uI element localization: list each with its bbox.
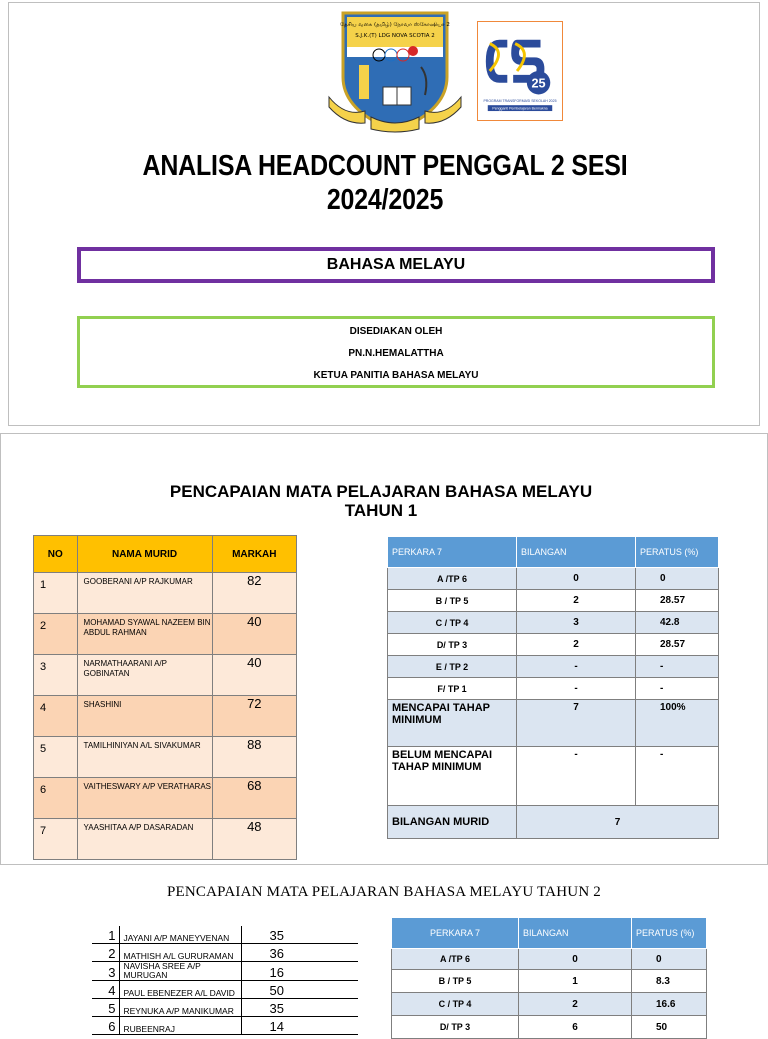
svg-text:PROGRAM TRANSFORMASI SEKOLAH 2: PROGRAM TRANSFORMASI SEKOLAH 2025 bbox=[483, 99, 557, 104]
row-name: MOHAMAD SYAWAL NAZEEM BIN ABDUL RAHMAN bbox=[77, 614, 212, 655]
stats-row bbox=[392, 949, 707, 970]
stats-percent: 0 bbox=[636, 568, 719, 590]
year2-stats-table bbox=[391, 917, 707, 1039]
stats-label: A /TP 6 bbox=[388, 568, 517, 590]
stats-header-row bbox=[392, 918, 707, 949]
stats-count: 1 bbox=[519, 970, 632, 993]
stats-label: B / TP 5 bbox=[388, 590, 517, 612]
row-name: GOOBERANI A/P RAJKUMAR bbox=[77, 573, 212, 614]
stats-label: A /TP 6 bbox=[392, 949, 519, 970]
stats-percent: 16.6 bbox=[632, 993, 707, 1016]
row-mark: 82 bbox=[212, 573, 296, 614]
report-title-line2: 2024/2025 bbox=[326, 184, 444, 216]
stats-count: 3 bbox=[517, 612, 636, 634]
row-name: SHASHINI bbox=[77, 696, 212, 737]
col-header-perkara: PERKARA 7 bbox=[388, 537, 517, 568]
table-row bbox=[34, 819, 297, 860]
table-row bbox=[34, 737, 297, 778]
table-row bbox=[34, 573, 297, 614]
prepared-by-box bbox=[77, 316, 715, 388]
stats-count: 0 bbox=[517, 568, 636, 590]
year1-slide bbox=[0, 433, 768, 865]
report-title-line1: ANALISA HEADCOUNT PENGGAL 2 SESI bbox=[142, 150, 628, 182]
row-mark: 14 bbox=[241, 1017, 358, 1035]
svg-text:S.J.K.(T) LDG NOVA SCOTIA 2: S.J.K.(T) LDG NOVA SCOTIA 2 bbox=[355, 33, 435, 39]
stats-count: 2 bbox=[517, 634, 636, 656]
stats-label: F/ TP 1 bbox=[388, 678, 517, 700]
row-mark: 48 bbox=[212, 819, 296, 860]
stats-label: BILANGAN MURID bbox=[388, 806, 517, 839]
stats-row bbox=[392, 1016, 707, 1039]
stats-percent: - bbox=[636, 656, 719, 678]
row-name: MATHISH A/L GURURAMAN bbox=[120, 944, 241, 962]
year1-title: PENCAPAIAN MATA PELAJARAN BAHASA MELAYU bbox=[169, 482, 593, 501]
stats-row bbox=[388, 612, 719, 634]
prepared-by-label: DISEDIAKAN OLEH bbox=[349, 326, 443, 337]
row-mark: 35 bbox=[241, 999, 358, 1017]
stats-count: 6 bbox=[519, 1016, 632, 1039]
transformasi-sekolah-logo bbox=[477, 21, 563, 121]
table-row bbox=[92, 944, 358, 962]
stats-percent: 50 bbox=[632, 1016, 707, 1039]
stats-total: 7 bbox=[517, 806, 719, 839]
stats-percent: 8.3 bbox=[632, 970, 707, 993]
prepared-by-name: PN.N.HEMALATTHA bbox=[348, 348, 444, 359]
row-name: RUBEENRAJ bbox=[120, 1017, 241, 1035]
svg-text:25: 25 bbox=[531, 76, 546, 91]
col-header-name: NAMA MURID bbox=[77, 536, 212, 573]
stats-percent: 100% bbox=[636, 700, 719, 747]
stats-row-belum bbox=[388, 747, 719, 806]
stats-percent: 42.8 bbox=[636, 612, 719, 634]
year2-student-table bbox=[92, 926, 358, 1035]
stats-label: D/ TP 3 bbox=[388, 634, 517, 656]
row-no: 7 bbox=[34, 819, 78, 860]
stats-count: 2 bbox=[519, 993, 632, 1016]
row-no: 5 bbox=[92, 999, 120, 1017]
stats-label: B / TP 5 bbox=[392, 970, 519, 993]
row-name: JAYANI A/P MANEYVENAN bbox=[120, 926, 241, 944]
row-name: NAVISHA SREE A/P MURUGAN bbox=[120, 962, 241, 981]
stats-count: - bbox=[517, 747, 636, 806]
stats-count: 0 bbox=[519, 949, 632, 970]
table-header-row bbox=[34, 536, 297, 573]
row-no: 1 bbox=[92, 926, 120, 944]
prepared-by-role: KETUA PANITIA BAHASA MELAYU bbox=[313, 370, 479, 381]
stats-percent: - bbox=[636, 678, 719, 700]
stats-count: - bbox=[517, 678, 636, 700]
row-name: REYNUKA A/P MANIKUMAR bbox=[120, 999, 241, 1017]
table-row bbox=[34, 614, 297, 655]
row-no: 2 bbox=[92, 944, 120, 962]
year2-title: PENCAPAIAN MATA PELAJARAN BAHASA MELAYU TAHUN 2 bbox=[167, 884, 601, 900]
table-row bbox=[92, 962, 358, 981]
row-no: 3 bbox=[34, 655, 78, 696]
stats-row bbox=[388, 656, 719, 678]
stats-label: C / TP 4 bbox=[388, 612, 517, 634]
school-crest-logo bbox=[325, 7, 465, 135]
col-header-peratus: PERATUS (%) bbox=[632, 918, 707, 949]
row-no: 6 bbox=[92, 1017, 120, 1035]
table-row bbox=[92, 981, 358, 999]
svg-text:தேசிய வகை (தமிழ்) நோவா ஸ்கோஷிய: தேசிய வகை (தமிழ்) நோவா ஸ்கோஷியா 2 bbox=[340, 22, 450, 28]
row-mark: 16 bbox=[241, 962, 358, 981]
year1-student-table bbox=[33, 535, 297, 860]
year1-stats-table bbox=[387, 536, 719, 839]
row-name: YAASHITAA A/P DASARADAN bbox=[77, 819, 212, 860]
stats-row bbox=[388, 568, 719, 590]
subject-box: BAHASA MELAYU bbox=[77, 247, 715, 283]
stats-label: E / TP 2 bbox=[388, 656, 517, 678]
stats-percent: 28.57 bbox=[636, 590, 719, 612]
stats-row-total bbox=[388, 806, 719, 839]
col-header-mark: MARKAH bbox=[212, 536, 296, 573]
stats-percent: - bbox=[636, 747, 719, 806]
stats-label: D/ TP 3 bbox=[392, 1016, 519, 1039]
col-header-perkara: PERKARA 7 bbox=[392, 918, 519, 949]
stats-count: 2 bbox=[517, 590, 636, 612]
row-name: VAITHESWARY A/P VERATHARAS bbox=[77, 778, 212, 819]
row-no: 4 bbox=[92, 981, 120, 999]
cover-slide bbox=[8, 2, 760, 426]
stats-row-mencapai bbox=[388, 700, 719, 747]
row-mark: 40 bbox=[212, 614, 296, 655]
stats-row bbox=[392, 993, 707, 1016]
col-header-peratus: PERATUS (%) bbox=[636, 537, 719, 568]
row-mark: 36 bbox=[241, 944, 358, 962]
table-row bbox=[34, 778, 297, 819]
year1-subtitle: TAHUN 1 bbox=[344, 501, 418, 520]
stats-row bbox=[392, 970, 707, 993]
row-mark: 72 bbox=[212, 696, 296, 737]
row-no: 2 bbox=[34, 614, 78, 655]
stats-label: BELUM MENCAPAI TAHAP MINIMUM bbox=[388, 747, 517, 806]
stats-percent: 28.57 bbox=[636, 634, 719, 656]
stats-label: MENCAPAI TAHAP MINIMUM bbox=[388, 700, 517, 747]
stats-row bbox=[388, 590, 719, 612]
row-name: PAUL EBENEZER A/L DAVID bbox=[120, 981, 241, 999]
col-header-bilangan: BILANGAN bbox=[519, 918, 632, 949]
row-no: 4 bbox=[34, 696, 78, 737]
stats-label: C / TP 4 bbox=[392, 993, 519, 1016]
stats-count: - bbox=[517, 656, 636, 678]
table-row bbox=[92, 999, 358, 1017]
stats-header-row bbox=[388, 537, 719, 568]
svg-text:Pengganti Pembelajaran Bermakn: Pengganti Pembelajaran Bermakna bbox=[492, 106, 548, 111]
table-row bbox=[92, 926, 358, 944]
row-no: 1 bbox=[34, 573, 78, 614]
row-no: 6 bbox=[34, 778, 78, 819]
table-row bbox=[92, 1017, 358, 1035]
row-mark: 88 bbox=[212, 737, 296, 778]
row-mark: 50 bbox=[241, 981, 358, 999]
row-mark: 40 bbox=[212, 655, 296, 696]
col-header-bilangan: BILANGAN bbox=[517, 537, 636, 568]
col-header-no: NO bbox=[34, 536, 78, 573]
table-row bbox=[34, 696, 297, 737]
row-no: 5 bbox=[34, 737, 78, 778]
stats-row bbox=[388, 634, 719, 656]
row-name: NARMATHAARANI A/P GOBINATAN bbox=[77, 655, 212, 696]
row-no: 3 bbox=[92, 962, 120, 981]
row-mark: 68 bbox=[212, 778, 296, 819]
table-row bbox=[34, 655, 297, 696]
row-mark: 35 bbox=[241, 926, 358, 944]
stats-percent: 0 bbox=[632, 949, 707, 970]
row-name: TAMILHINIYAN A/L SIVAKUMAR bbox=[77, 737, 212, 778]
stats-count: 7 bbox=[517, 700, 636, 747]
stats-row bbox=[388, 678, 719, 700]
